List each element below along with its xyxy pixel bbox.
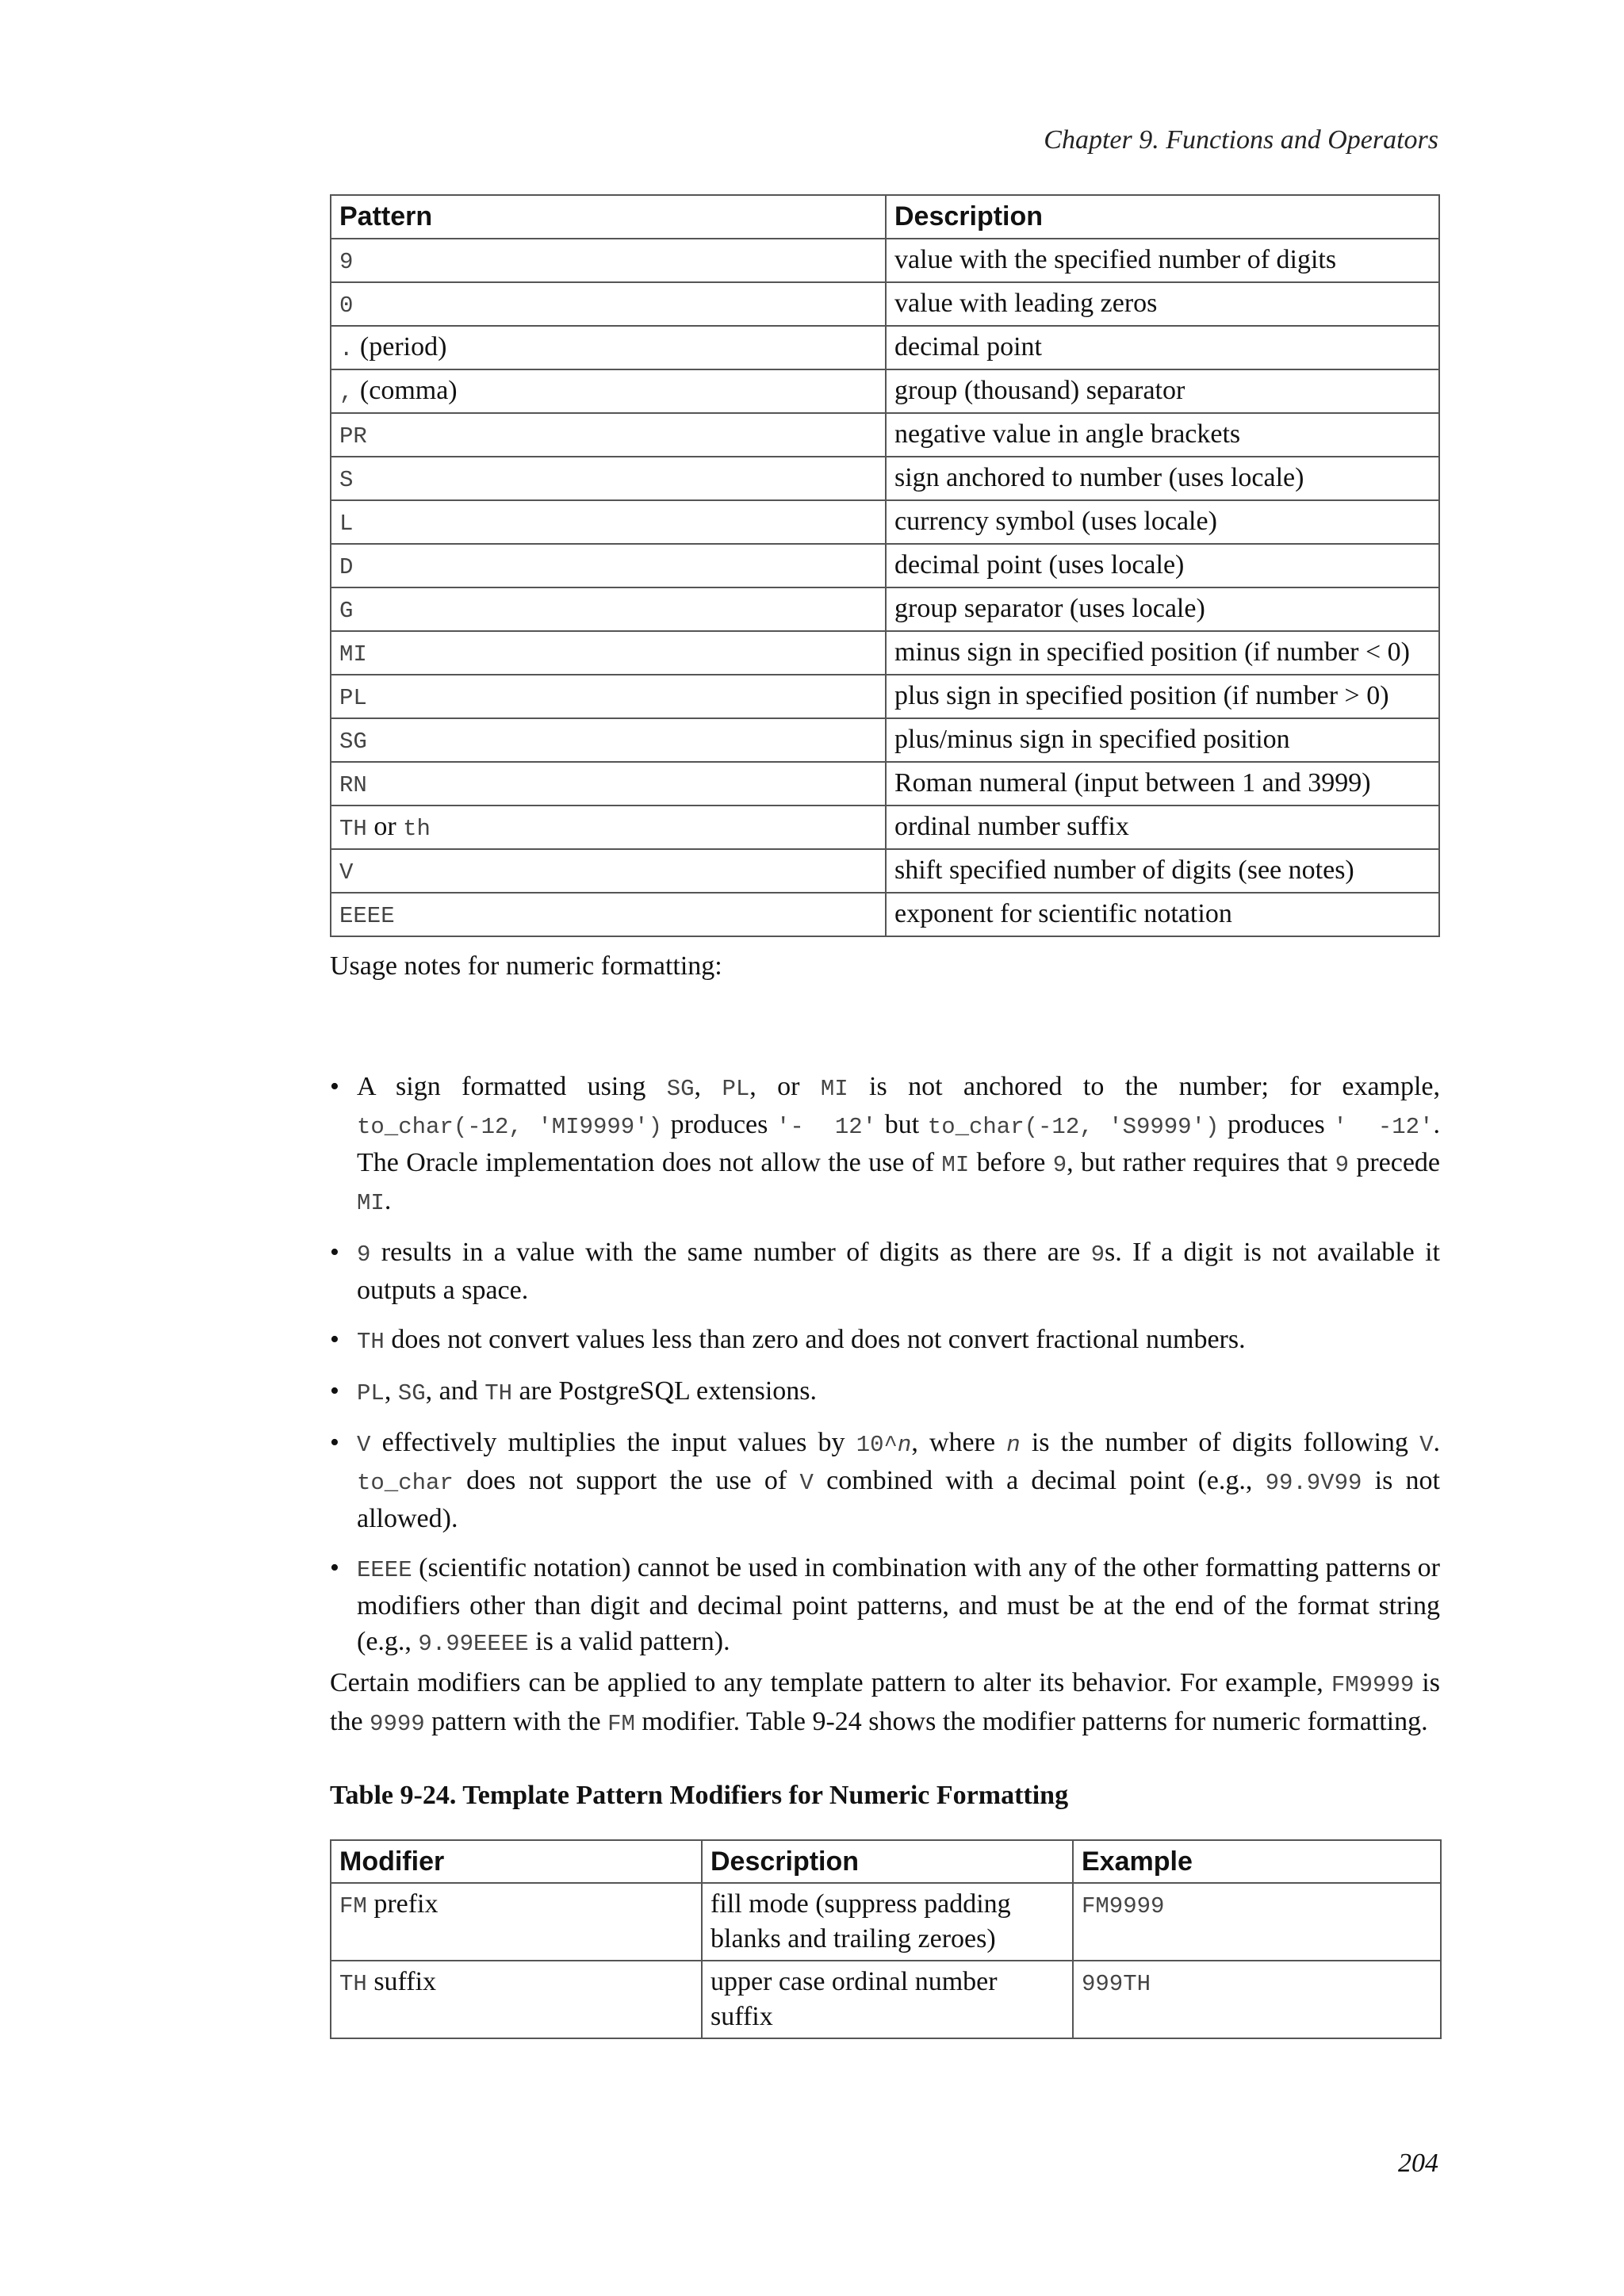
example-cell: [1073, 1883, 1441, 1961]
modifier-code: TH: [339, 1971, 367, 1997]
table-row: [331, 675, 1439, 718]
modifier-code: FM: [339, 1893, 367, 1919]
pattern-code: PR: [339, 423, 367, 450]
pattern-cell: [331, 762, 886, 806]
description-cell: value with the specified number of digits: [886, 239, 1439, 282]
table-row: [331, 762, 1439, 806]
description-cell: group (thousand) separator: [886, 369, 1439, 413]
pattern-text: (period): [353, 332, 447, 362]
pattern-cell: [331, 849, 886, 893]
description-cell: ordinal number suffix: [886, 806, 1439, 849]
table-row: [331, 544, 1439, 587]
column-header-pattern: Pattern: [331, 195, 886, 239]
table-row: [331, 718, 1439, 762]
table-row: [331, 1883, 1441, 1961]
table-row: [331, 413, 1439, 457]
table-row: [331, 500, 1439, 544]
pattern-code: MI: [339, 641, 367, 668]
table-row: [331, 369, 1439, 413]
table-row: [331, 631, 1439, 675]
pattern-code: L: [339, 511, 354, 537]
description-cell: fill mode (suppress padding blanks and trailing zeroes): [702, 1883, 1073, 1961]
table-row: [331, 1961, 1441, 2038]
column-header-modifier: Modifier: [331, 1840, 702, 1883]
note-item: • A sign formatted using SG, PL, or MI is not anchored to the number; for example, to_char(-12, 'MI9999') produces '- 12' but to_char(-12, 'S9999') produces ' -12'. The Oracle implementation does not allow the use of MI before 9, but rather requires that 9 precede MI.: [330, 1072, 1441, 1216]
pattern-code: EEEE: [339, 903, 395, 929]
modifier-table: [330, 1839, 1442, 2039]
pattern-cell: [331, 893, 886, 936]
pattern-code: PL: [339, 685, 367, 711]
usage-notes-intro: Usage notes for numeric formatting:: [330, 951, 722, 981]
note-item: • TH does not convert values less than zero and does not convert fractional numbers.: [330, 1325, 1246, 1355]
table-row: [331, 239, 1439, 282]
table-header-row: [331, 195, 1439, 239]
description-cell: decimal point (uses locale): [886, 544, 1439, 587]
table-row: [331, 587, 1439, 631]
column-header-description: Description: [702, 1840, 1073, 1883]
example-cell: [1073, 1961, 1441, 2038]
table-row: [331, 326, 1439, 369]
modifier-text: prefix: [366, 1889, 439, 1919]
usage-notes-list: [330, 1069, 1440, 1675]
pattern-cell: [331, 326, 886, 369]
pattern-cell: [331, 718, 886, 762]
pattern-code: .: [339, 336, 354, 362]
pattern-cell: [331, 457, 886, 500]
column-header-example: Example: [1073, 1840, 1441, 1883]
pattern-code: G: [339, 598, 354, 624]
description-cell: upper case ordinal number suffix: [702, 1961, 1073, 2038]
pattern-code: D: [339, 554, 354, 580]
pattern-text: (comma): [353, 376, 458, 405]
table-row: [331, 849, 1439, 893]
pattern-text: or: [366, 812, 404, 841]
pattern-cell: [331, 675, 886, 718]
pattern-code: S: [339, 467, 354, 493]
description-cell: minus sign in specified position (if number < 0): [886, 631, 1439, 675]
modifier-cell: [331, 1883, 702, 1961]
example-code: FM9999: [1082, 1893, 1165, 1919]
pattern-code: SG: [339, 729, 367, 755]
table-title: Table 9-24. Template Pattern Modifiers for Numeric Formatting: [330, 1781, 1069, 1810]
pattern-table: [330, 194, 1440, 937]
pattern-cell: [331, 587, 886, 631]
pattern-cell: [331, 806, 886, 849]
description-cell: decimal point: [886, 326, 1439, 369]
note-item: • EEEE (scientific notation) cannot be used in combination with any of the other formatting patterns or modifiers other than digit and decimal point patterns, and must be at the end of the format string (e.g., 9.99EEEE is a valid pattern).: [330, 1553, 1440, 1657]
pattern-code: V: [339, 859, 354, 886]
pattern-code: RN: [339, 772, 367, 798]
description-cell: value with leading zeros: [886, 282, 1439, 326]
note-item: • V effectively multiplies the input values by 10^n, where n is the number of digits following V. to_char does not support the use of V combined with a decimal point (e.g., 99.9V99 is not allowed).: [330, 1428, 1440, 1533]
note-item: • 9 results in a value with the same number of digits as there are 9s. If a digit is not available it outputs a space.: [330, 1238, 1440, 1305]
pattern-code: 9: [339, 249, 354, 275]
table-row: [331, 282, 1439, 326]
table-row: [331, 806, 1439, 849]
note-item: • PL, SG, and TH are PostgreSQL extensions.: [330, 1376, 818, 1406]
pattern-code: 0: [339, 293, 354, 319]
running-header: Chapter 9. Functions and Operators: [1044, 125, 1438, 155]
pattern-cell: [331, 500, 886, 544]
description-cell: exponent for scientific notation: [886, 893, 1439, 936]
example-code: 999TH: [1082, 1971, 1151, 1997]
modifier-cell: [331, 1961, 702, 2038]
description-cell: plus/minus sign in specified position: [886, 718, 1439, 762]
modifiers-paragraph: Certain modifiers can be applied to any template pattern to alter its behavior. For example, FM9999 is the 9999 pattern with the FM modifier. Table 9-24 shows the modifier patterns for numeric formatting.: [330, 1668, 1440, 1737]
pattern-code: ,: [339, 380, 354, 406]
description-cell: shift specified number of digits (see notes): [886, 849, 1439, 893]
pattern-code: th: [403, 816, 431, 842]
pattern-cell: [331, 413, 886, 457]
description-cell: negative value in angle brackets: [886, 413, 1439, 457]
description-cell: sign anchored to number (uses locale): [886, 457, 1439, 500]
table-header-row: [331, 1840, 1441, 1883]
pattern-cell: [331, 369, 886, 413]
description-cell: Roman numeral (input between 1 and 3999): [886, 762, 1439, 806]
page-number: 204: [1398, 2149, 1438, 2178]
table-row: [331, 893, 1439, 936]
pattern-cell: [331, 239, 886, 282]
pattern-code: TH: [339, 816, 367, 842]
description-cell: currency symbol (uses locale): [886, 500, 1439, 544]
description-cell: group separator (uses locale): [886, 587, 1439, 631]
pattern-cell: [331, 282, 886, 326]
description-cell: plus sign in specified position (if number > 0): [886, 675, 1439, 718]
pattern-cell: [331, 544, 886, 587]
column-header-description: Description: [886, 195, 1439, 239]
pattern-cell: [331, 631, 886, 675]
modifier-text: suffix: [366, 1967, 437, 1996]
table-row: [331, 457, 1439, 500]
